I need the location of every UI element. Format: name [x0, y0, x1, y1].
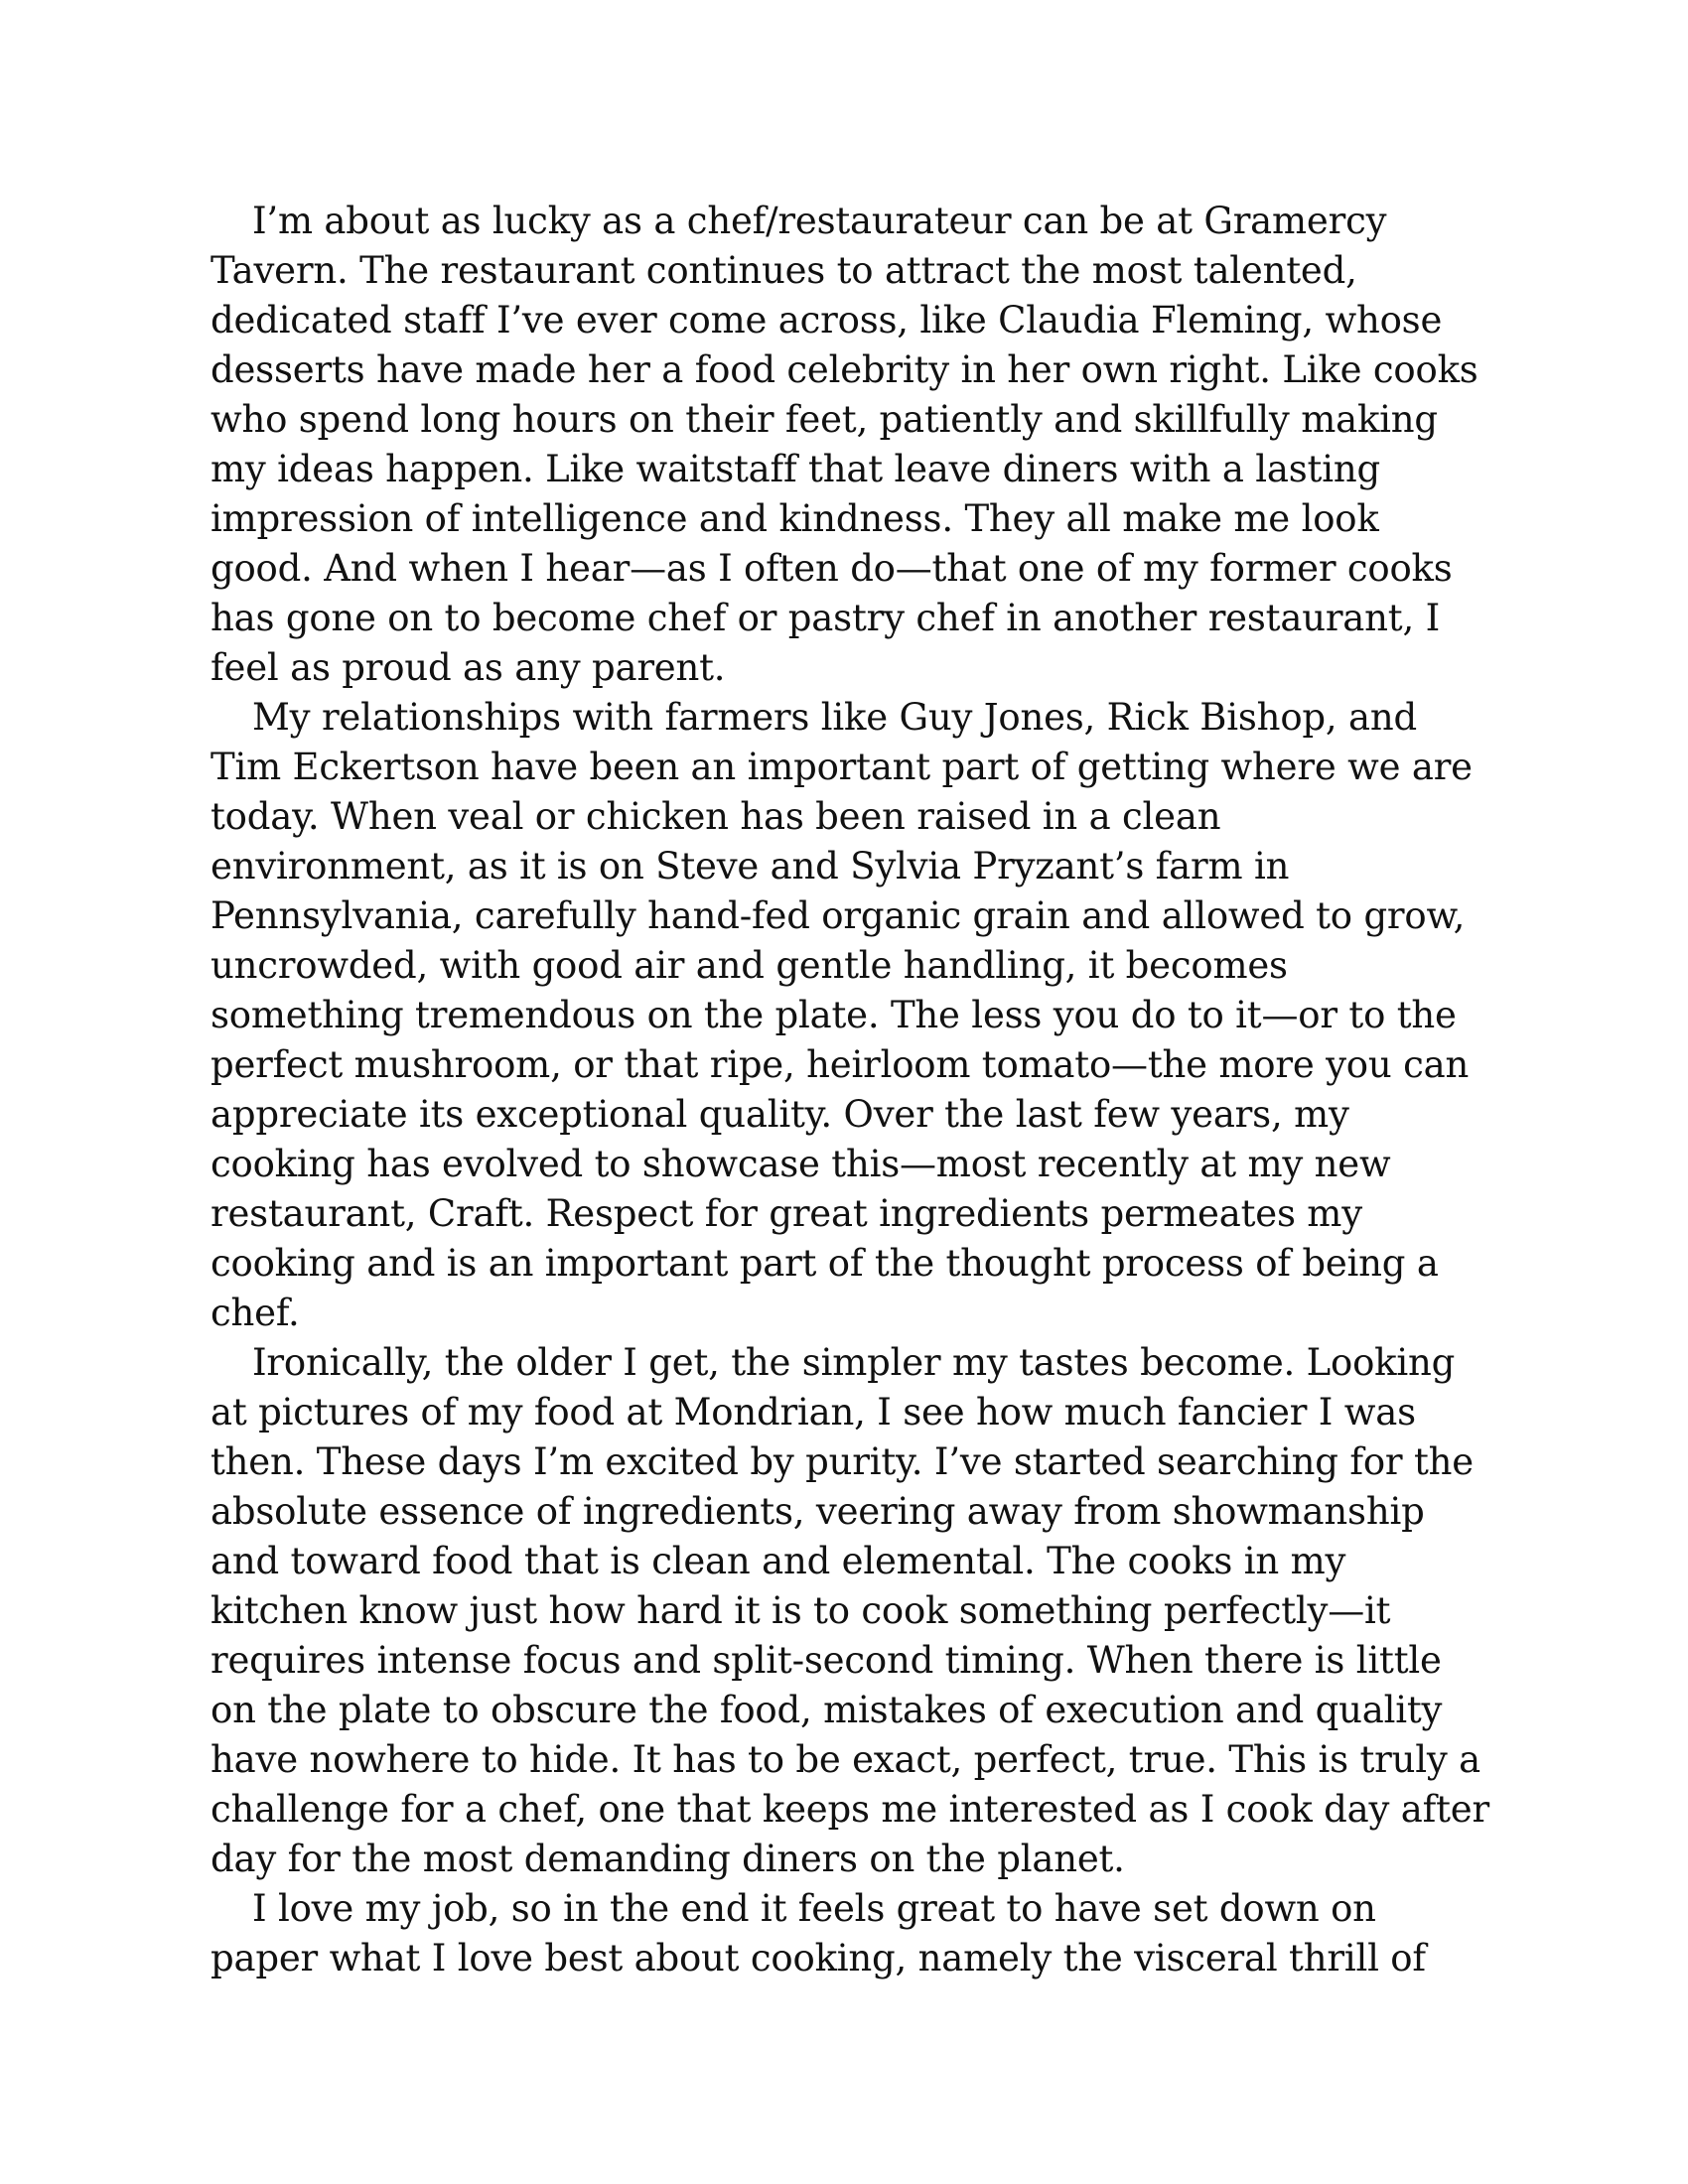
text-line: on the plate to obscure the food, mistakes of execution and quality: [211, 1689, 1443, 1731]
text-line: desserts have made her a food celebrity in her own right. Like cooks: [211, 348, 1478, 391]
text-line: day for the most demanding diners on the planet.: [211, 1838, 1125, 1880]
paragraph-2: [211, 693, 1496, 1338]
paragraph-1: [211, 197, 1496, 693]
text-line: I love my job, so in the end it feels great to have set down on: [252, 1887, 1376, 1930]
text-line: appreciate its exceptional quality. Over the last few years, my: [211, 1093, 1349, 1136]
text-line: good. And when I hear—as I often do—that one of my former cooks: [211, 547, 1453, 590]
body-text: [211, 197, 1496, 1983]
text-line: uncrowded, with good air and gentle handling, it becomes: [211, 944, 1288, 987]
text-line: Tavern. The restaurant continues to attract the most talented,: [211, 249, 1357, 292]
text-line: cooking has evolved to showcase this—most recently at my new: [211, 1143, 1391, 1185]
text-line: something tremendous on the plate. The less you do to it—or to the: [211, 994, 1457, 1036]
text-line: chef.: [211, 1292, 300, 1334]
paragraph-3: [211, 1338, 1496, 1884]
text-line: requires intense focus and split-second timing. When there is little: [211, 1639, 1442, 1682]
text-line: impression of intelligence and kindness. They all make me look: [211, 497, 1379, 540]
text-line: challenge for a chef, one that keeps me interested as I cook day after: [211, 1788, 1489, 1831]
text-line: my ideas happen. Like waitstaff that leave diners with a lasting: [211, 448, 1380, 490]
text-line: and toward food that is clean and elemental. The cooks in my: [211, 1540, 1346, 1582]
text-line: My relationships with farmers like Guy Jones, Rick Bishop, and: [252, 696, 1417, 739]
text-line: paper what I love best about cooking, namely the visceral thrill of: [211, 1937, 1426, 1979]
text-line: feel as proud as any parent.: [211, 646, 726, 689]
text-line: today. When veal or chicken has been raised in a clean: [211, 795, 1221, 838]
text-line: Pennsylvania, carefully hand-fed organic grain and allowed to grow,: [211, 894, 1466, 937]
paragraph-4: [211, 1884, 1496, 1983]
text-line: then. These days I’m excited by purity. I’ve started searching for the: [211, 1440, 1474, 1483]
text-line: dedicated staff I’ve ever come across, like Claudia Fleming, whose: [211, 299, 1443, 341]
text-line: who spend long hours on their feet, patiently and skillfully making: [211, 398, 1438, 441]
text-line: I’m about as lucky as a chef/restaurateur can be at Gramercy: [252, 200, 1387, 242]
text-line: cooking and is an important part of the thought process of being a: [211, 1242, 1439, 1285]
text-line: Tim Eckertson have been an important part of getting where we are: [211, 746, 1473, 788]
text-line: at pictures of my food at Mondrian, I see how much fancier I was: [211, 1391, 1416, 1433]
text-line: has gone on to become chef or pastry chef in another restaurant, I: [211, 597, 1441, 639]
text-line: perfect mushroom, or that ripe, heirloom tomato—the more you can: [211, 1043, 1470, 1086]
text-line: absolute essence of ingredients, veering away from showmanship: [211, 1490, 1425, 1533]
text-line: restaurant, Craft. Respect for great ingredients permeates my: [211, 1192, 1362, 1235]
text-line: have nowhere to hide. It has to be exact, perfect, true. This is truly a: [211, 1738, 1481, 1781]
text-line: kitchen know just how hard it is to cook something perfectly—it: [211, 1589, 1391, 1632]
text-line: Ironically, the older I get, the simpler my tastes become. Looking: [252, 1341, 1456, 1384]
text-line: environment, as it is on Steve and Sylvia Pryzant’s farm in: [211, 845, 1290, 887]
